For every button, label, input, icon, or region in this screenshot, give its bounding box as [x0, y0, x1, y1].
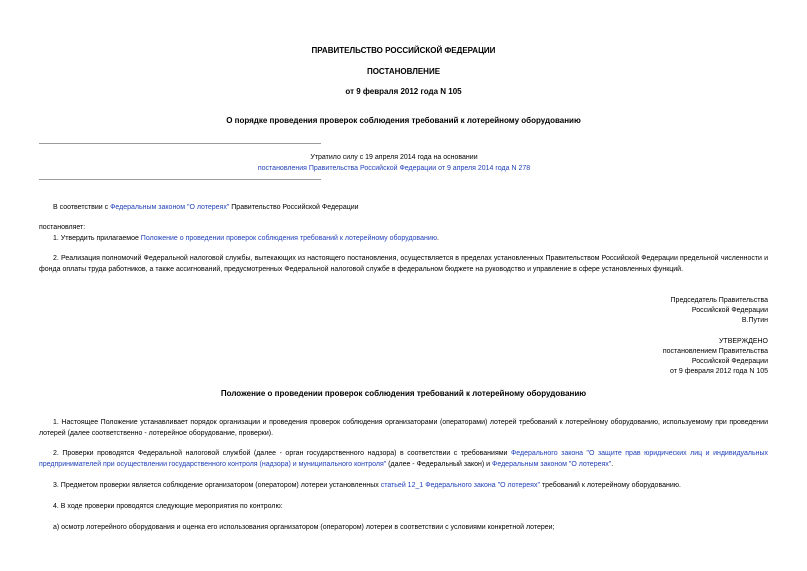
regulation-item-1: 1. Настоящее Положение устанавливает порядок организации и проведения проверок соблюдения организаторами (операторами) лотерей требований к лотерейному оборудованию, используемому при проведении лотерей (далее соответственно - лотерейное оборудование, проверки).	[39, 419, 768, 437]
approved-block	[663, 337, 768, 377]
regulation-item-3-link[interactable]: статьей 12_1 Федерального закона "О лотереях"	[380, 482, 540, 489]
approved-line-3: Российской Федерации	[691, 358, 768, 365]
decree-postanovlyaet: постановляет:	[39, 224, 86, 231]
status-rule-top	[39, 143, 321, 144]
decree-item-1	[53, 233, 773, 244]
signature-line-3: В.Путин	[741, 317, 768, 324]
decree-item-2: 2. Реализация полномочий Федеральной налоговой службы, вытекающих из настоящего постановления, осуществляется в пределах установленных Правительством Российской Федерации предельной численности и фонда оплаты труда работников, а также ассигнований, предусмотренных Федеральной налоговой службе в федеральном бюджете на руководство и управление в сфере установленных функций.	[39, 255, 768, 273]
header-date: от 9 февраля 2012 года N 105	[345, 87, 462, 96]
status-note	[39, 152, 599, 174]
preamble-link[interactable]: Федеральным законом "О лотереях"	[110, 204, 230, 211]
regulation-item-2-mid: (далее - Федеральный закон) и	[386, 461, 493, 468]
approved-line-4: от 9 февраля 2012 года N 105	[670, 368, 768, 375]
signature-line-1: Председатель Правительства	[670, 297, 768, 304]
status-rule-bottom	[39, 179, 321, 180]
approved-line-2: постановлением Правительства	[662, 348, 768, 355]
header-doc-type: ПОСТАНОВЛЕНИЕ	[366, 67, 441, 76]
signature-line-2: Российской Федерации	[691, 307, 768, 314]
decree-item-1-link[interactable]: Положение о проведении проверок соблюдения требований к лотерейному оборудованию	[140, 235, 437, 242]
preamble-text: В соответствии с	[53, 204, 111, 211]
preamble	[53, 202, 773, 213]
regulation-item-2-post: .	[611, 461, 614, 468]
decree-item-1-text: 1. Утвердить прилагаемое	[53, 235, 141, 242]
regulation-item-4: 4. В ходе проверки проводятся следующие мероприятия по контролю:	[53, 503, 283, 510]
status-link[interactable]: постановления Правительства Российской Федерации от 9 апреля 2014 года N 278	[257, 165, 531, 172]
approved-line-1: УТВЕРЖДЕНО	[718, 338, 768, 345]
signature-block	[671, 296, 768, 326]
regulation-item-3	[53, 480, 773, 491]
regulation-item-2	[39, 448, 768, 470]
preamble-text-post: Правительство Российской Федерации	[229, 204, 359, 211]
header-org: ПРАВИТЕЛЬСТВО РОССИЙСКОЙ ФЕДЕРАЦИИ	[311, 46, 496, 55]
regulation-title: Положение о проведении проверок соблюдения требований к лотерейному оборудованию	[220, 389, 587, 398]
regulation-item-2-text: 2. Проверки проводятся Федеральной налоговой службой (далее - орган государственного надзора) в соответствии с требованиями	[53, 450, 511, 457]
document-title: О порядке проведения проверок соблюдения требований к лотерейному оборудованию	[226, 116, 581, 125]
regulation-item-3-text: 3. Предметом проверки является соблюдение организатором (оператором) лотереи установленных	[53, 482, 381, 489]
regulation-item-3-post: требований к лотерейному оборудованию.	[539, 482, 681, 489]
regulation-item-2-link-2[interactable]: Федеральным законом "О лотереях"	[492, 461, 612, 468]
status-line: Утратило силу с 19 апреля 2014 года на основании	[310, 154, 478, 161]
decree-item-1-post: .	[437, 235, 439, 242]
regulation-item-4a: а) осмотр лотерейного оборудования и оценка его использования организатором (оператором) лотереи в соответствии с условиями конкретной лотереи;	[53, 524, 555, 531]
regulation-item-2-link-1[interactable]: Федерального закона "О защите прав юридических лиц и индивидуальных предпринимателей при осуществлении государственного контроля (надзора) и муниципального контроля"	[39, 450, 769, 468]
